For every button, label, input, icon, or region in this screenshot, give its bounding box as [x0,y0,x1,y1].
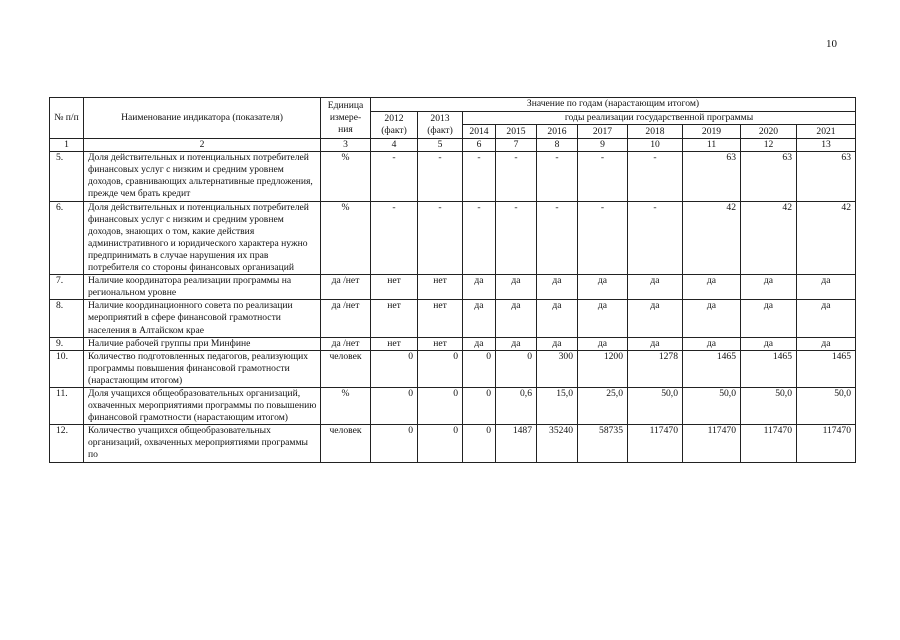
year-2012-label: 2012 [384,112,404,124]
row-number: 9. [50,337,84,350]
value-cell: 50,0 [683,387,741,424]
indicator-name: Количество учащихся общеобразовательных организаций, охваченных мероприятиями программы по [84,425,321,462]
value-cell: нет [418,300,463,337]
value-cell: - [628,201,683,275]
value-cell: - [537,201,578,275]
value-cell: да [797,275,856,300]
value-cell: - [578,201,628,275]
table-row [50,275,856,300]
value-cell: 0 [371,387,418,424]
unit-cell: % [321,201,371,275]
indicator-name: Доля учащихся общеобразовательных организаций, охваченных мероприятиями программы по повышению финансовой грамотности (нарастающим итогом) [84,387,321,424]
header-year: 2018 [628,125,683,139]
row-number: 8. [50,300,84,337]
row-number: 12. [50,425,84,462]
indicator-name: Доля действительных и потенциальных потребителей финансовых услуг с низким и средним уровнем доходов, знающих о том, какие действия административного и юридического характера нужно предпринимать в случае нарушения их прав потребителя со стороны финансовых организаций [84,201,321,275]
column-number: 3 [321,139,371,152]
value-cell: да [797,300,856,337]
value-cell: - [418,201,463,275]
value-cell: - [371,152,418,201]
table-row [50,387,856,424]
indicator-name: Наличие координатора реализации программы на региональном уровне [84,275,321,300]
value-cell: 63 [797,152,856,201]
year-2012-note: (факт) [381,125,407,137]
column-number: 11 [683,139,741,152]
value-cell: - [578,152,628,201]
value-cell: 300 [537,350,578,387]
value-cell: 0,6 [496,387,537,424]
header-year-2012 [371,112,418,139]
row-number: 5. [50,152,84,201]
value-cell: нет [371,275,418,300]
value-cell: 15,0 [537,387,578,424]
header-year: 2016 [537,125,578,139]
header-year: 2021 [797,125,856,139]
value-cell: 0 [418,350,463,387]
column-number: 9 [578,139,628,152]
indicator-name: Количество подготовленных педагогов, реализующих программы повышения финансовой грамотности (нарастающим итогом) [84,350,321,387]
value-cell: да [683,337,741,350]
value-cell: 1278 [628,350,683,387]
value-cell: да [628,275,683,300]
value-cell: 1465 [741,350,797,387]
value-cell: 42 [741,201,797,275]
value-cell: 0 [463,387,496,424]
value-cell: да [463,275,496,300]
header-year-2013 [418,112,463,139]
row-number: 7. [50,275,84,300]
value-cell: 1487 [496,425,537,462]
column-number: 1 [50,139,84,152]
value-cell: 63 [683,152,741,201]
value-cell: 117470 [741,425,797,462]
value-cell: - [496,201,537,275]
value-cell: да [463,337,496,350]
value-cell: да [537,337,578,350]
value-cell: 25,0 [578,387,628,424]
indicator-name: Доля действительных и потенциальных потребителей финансовых услуг с низким и средним уровнем доходов, сравнивающих альтернативные предложения, прежде чем брать кредит [84,152,321,201]
value-cell: 0 [463,350,496,387]
unit-cell: да /нет [321,337,371,350]
header-year: 2015 [496,125,537,139]
page-number: 10 [826,38,837,50]
value-cell: 58735 [578,425,628,462]
value-cell: да [741,275,797,300]
value-cell: - [496,152,537,201]
value-cell: 50,0 [797,387,856,424]
table-row [50,350,856,387]
table-row [50,337,856,350]
column-number: 2 [84,139,321,152]
header-unit: Единица измере-ния [321,98,371,139]
value-cell: - [418,152,463,201]
value-cell: да [537,275,578,300]
value-cell: 50,0 [741,387,797,424]
table-row [50,425,856,462]
value-cell: да [628,300,683,337]
year-2013-note: (факт) [427,125,453,137]
value-cell: 1465 [797,350,856,387]
value-cell: 0 [463,425,496,462]
value-cell: да [496,275,537,300]
value-cell: да [578,275,628,300]
value-cell: 42 [683,201,741,275]
unit-cell: да /нет [321,300,371,337]
value-cell: 117470 [628,425,683,462]
value-cell: да [683,275,741,300]
value-cell: 35240 [537,425,578,462]
value-cell: - [371,201,418,275]
value-cell: да [463,300,496,337]
table-row [50,152,856,201]
unit-cell: человек [321,425,371,462]
column-number: 13 [797,139,856,152]
header-years-title: годы реализации государственной программы [463,112,856,125]
value-cell: 50,0 [628,387,683,424]
column-number: 12 [741,139,797,152]
value-cell: 117470 [797,425,856,462]
table-body [50,152,856,462]
value-cell: - [463,201,496,275]
unit-cell: человек [321,350,371,387]
column-number: 7 [496,139,537,152]
indicator-name: Наличие рабочей группы при Минфине [84,337,321,350]
value-cell: нет [371,337,418,350]
header-num: № п/п [50,98,84,139]
value-cell: 0 [418,425,463,462]
value-cell: 63 [741,152,797,201]
header-name: Наименование индикатора (показателя) [84,98,321,139]
column-number: 8 [537,139,578,152]
table-row [50,201,856,275]
value-cell: 0 [418,387,463,424]
column-number: 10 [628,139,683,152]
header-year: 2014 [463,125,496,139]
value-cell: да [628,337,683,350]
unit-cell: % [321,152,371,201]
value-cell: 1465 [683,350,741,387]
indicators-table [49,97,856,463]
table-row [50,300,856,337]
unit-cell: да /нет [321,275,371,300]
value-cell: 42 [797,201,856,275]
row-number: 10. [50,350,84,387]
header-year: 2020 [741,125,797,139]
column-number: 5 [418,139,463,152]
value-cell: 117470 [683,425,741,462]
value-cell: - [463,152,496,201]
value-cell: да [578,337,628,350]
value-cell: 0 [371,350,418,387]
indicator-name: Наличие координационного совета по реализации мероприятий в сфере финансовой грамотности населения в Алтайском крае [84,300,321,337]
row-number: 6. [50,201,84,275]
unit-cell: % [321,387,371,424]
value-cell: да [797,337,856,350]
value-cell: да [496,337,537,350]
value-cell: да [578,300,628,337]
value-cell: нет [418,337,463,350]
value-cell: 0 [496,350,537,387]
value-cell: нет [418,275,463,300]
header-year: 2017 [578,125,628,139]
value-cell: - [628,152,683,201]
header-values-title: Значение по годам (нарастающим итогом) [371,98,856,112]
year-2013-label: 2013 [430,112,450,124]
value-cell: да [741,337,797,350]
value-cell: - [537,152,578,201]
column-number: 6 [463,139,496,152]
row-number: 11. [50,387,84,424]
header-year: 2019 [683,125,741,139]
value-cell: 0 [371,425,418,462]
value-cell: нет [371,300,418,337]
value-cell: да [537,300,578,337]
value-cell: да [741,300,797,337]
value-cell: 1200 [578,350,628,387]
value-cell: да [496,300,537,337]
column-number: 4 [371,139,418,152]
value-cell: да [683,300,741,337]
